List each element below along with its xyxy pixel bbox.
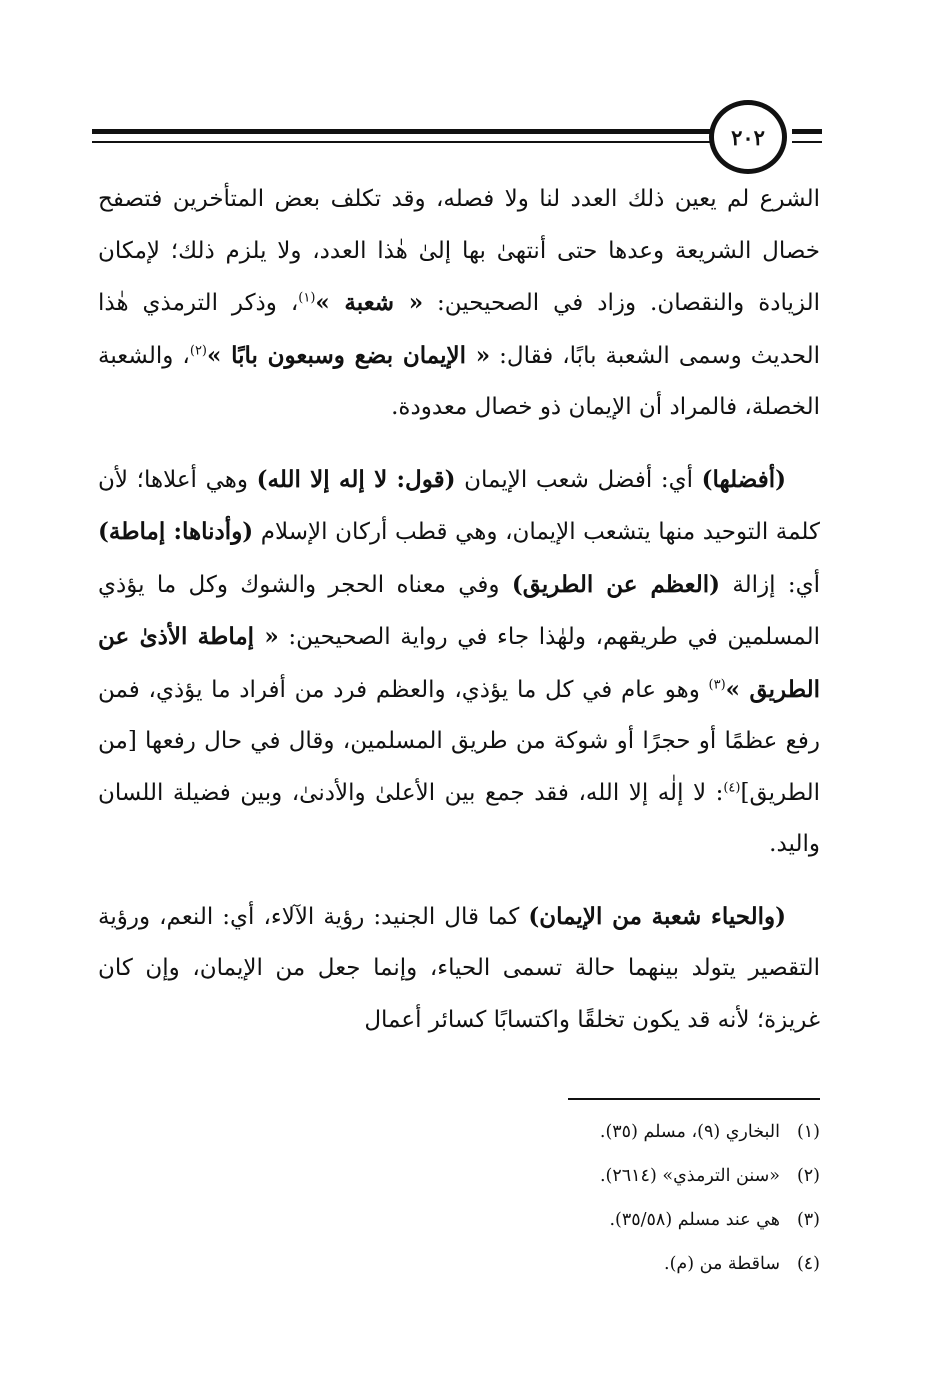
paragraph-1 [98, 174, 820, 434]
footnote-number: (١) [796, 1122, 820, 1142]
footnote-2 [300, 1154, 820, 1198]
text-run: وهي أعلاها؛ لأن كلمة التوحيد منها يتشعب الإيمان، وهي قطب أركان الإسلام [98, 466, 820, 545]
footnote-text: «سنن الترمذي» (٢٦١٤). [599, 1166, 780, 1186]
bold-term: « الإيمان بضع وسبعون بابًا » [207, 341, 491, 369]
bold-term: « إماطة الأذىٰ عن الطريق » [98, 623, 820, 703]
footnote-text: هي عند مسلم (٣٥/٥٨). [609, 1210, 780, 1230]
bold-term: (العظم عن الطريق) [511, 570, 721, 598]
bold-term: « شعبة » [315, 289, 424, 316]
header-rule-tail-thin [792, 141, 822, 143]
footnote-3 [300, 1198, 820, 1242]
footnote-text: البخاري (٩)، مسلم (٣٥). [599, 1122, 780, 1142]
footnotes [300, 1110, 820, 1286]
footnote-number: (٢) [796, 1166, 820, 1186]
paragraph-3 [98, 891, 820, 1047]
text-run: : لا إلٰه إلا الله، فقد جمع بين الأعلىٰ والأدنىٰ، وبين فضيلة اللسان واليد. [98, 779, 820, 857]
footnote-ref: (٢) [189, 342, 207, 358]
paragraph-2 [98, 454, 820, 871]
footnote-text: ساقطة من (م). [664, 1254, 780, 1274]
footnote-ref: (٣) [708, 676, 726, 692]
text-run: كما قال الجنيد: رؤية الآلاء، أي: النعم، ورؤية التقصير يتولد بينهما حالة تسمى الحياء، وإنما جعل من الإيمان، وإن كان غريزة؛ لأنه قد يكون تخلقًا واكتسابًا كسائر أعمال [98, 903, 820, 1033]
footnote-number: (٤) [796, 1254, 820, 1274]
text-run: وهو عام في كل ما يؤذي، والعظم فرد من أفراد ما يؤذي، فمن رفع عظمًا أو حجرًا أو شوكة من طريق المسلمين، وقال في حال رفعها [من الطريق] [98, 676, 820, 806]
footnote-4 [300, 1242, 820, 1286]
text-run: ، والشعبة الخصلة، فالمراد أن الإيمان ذو خصال معدودة. [98, 342, 820, 420]
bold-term: (أفضلها) [701, 465, 786, 493]
footnote-number: (٣) [796, 1210, 820, 1230]
text-run: ، وذكر الترمذي هٰذا الحديث وسمى الشعبة بابًا، فقال: [98, 290, 821, 369]
footnote-ref: (٤) [723, 779, 741, 795]
text-run: الشرع لم يعين ذلك العدد لنا ولا فصله، وقد تكلف بعض المتأخرين فتصفح خصال الشريعة وعدها حتى أنتهىٰ بها إلىٰ هٰذا العدد، ولا يلزم ذلك؛ لإمكان الزيادة والنقصان. وزاد في الصحيحين: [98, 186, 820, 316]
bold-term: (وأدناها: إماطة) [98, 518, 254, 545]
text-run: أي: إزالة [720, 571, 821, 598]
main-text [98, 174, 820, 1046]
footnote-separator [568, 1098, 820, 1100]
header-rule-tail-thick [792, 129, 822, 134]
bold-term: (قول: لا إله إلا الله) [256, 465, 456, 493]
text-run: أي: أفضل شعب الإيمان [455, 466, 702, 493]
footnote-ref: (١) [298, 290, 316, 306]
bold-term: (والحياء شعبة من الإيمان) [528, 902, 786, 930]
text-run: وفي معناه الحجر والشوك وكل ما يؤذي المسلمين في طريقهم، ولهٰذا جاء في رواية الصحيحين: [98, 571, 820, 650]
footnote-1 [300, 1110, 820, 1154]
page-number: ٢٠٢ [709, 100, 787, 174]
header-rule-thick [92, 129, 712, 134]
header-rule-thin [92, 141, 712, 143]
